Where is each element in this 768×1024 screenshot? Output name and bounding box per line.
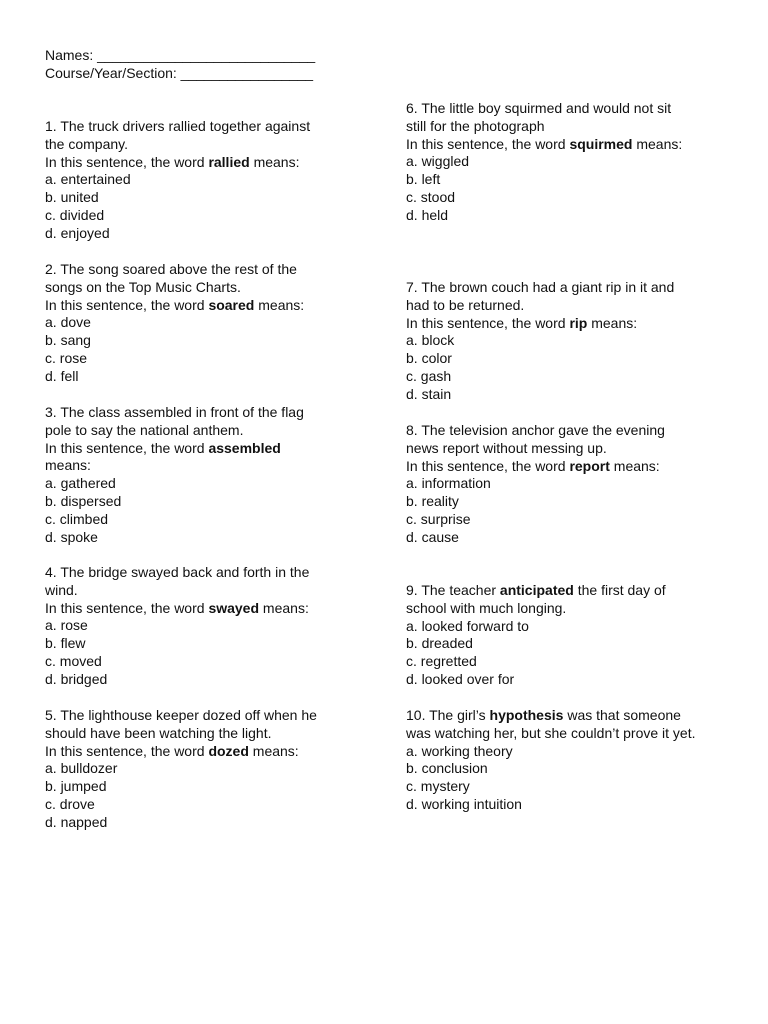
option: b. color (406, 350, 452, 367)
option: d. bridged (45, 670, 108, 687)
question-prompt: In this sentence, the word dozed means: (45, 742, 299, 759)
option: d. looked over for (406, 670, 515, 687)
option: a. rose (45, 617, 88, 634)
keyword: swayed (208, 599, 260, 616)
option: c. surprise (406, 510, 471, 527)
option: a. entertained (45, 171, 131, 188)
question-stem: 10. The girl’s hypothesis was that someone (406, 707, 681, 723)
option: a. working theory (406, 742, 513, 759)
keyword: soared (208, 296, 255, 313)
option: d. cause (406, 528, 459, 545)
question-prompt: In this sentence, the word report means: (406, 457, 660, 474)
question-prompt: In this sentence, the word soared means: (45, 296, 305, 313)
question-stem: songs on the Top Music Charts. (45, 278, 241, 295)
option: c. rose (45, 349, 88, 366)
question-5 (45, 707, 375, 832)
question-stem: wind. (45, 581, 78, 598)
option: b. sang (45, 332, 91, 349)
option: d. napped (45, 813, 108, 830)
question-stem: still for the photograph (406, 117, 545, 134)
question-prompt: In this sentence, the word swayed means: (45, 599, 309, 616)
question-4 (45, 564, 375, 689)
question-prompt: In this sentence, the word squirmed means: (406, 135, 683, 152)
question-stem: 9. The teacher anticipated the first day of (406, 582, 666, 598)
option: b. reality (406, 493, 459, 510)
option: b. jumped (45, 778, 107, 795)
question-7 (406, 279, 726, 404)
question-1 (45, 118, 375, 243)
keyword: rallied (208, 153, 250, 170)
question-3 (45, 404, 375, 546)
question-stem: 8. The television anchor gave the evening (406, 422, 665, 438)
question-stem: 6. The little boy squirmed and would not sit (406, 100, 672, 116)
question-10 (406, 707, 726, 814)
question-stem: 5. The lighthouse keeper dozed off when he (45, 707, 317, 723)
question-stem: 1. The truck drivers rallied together against (45, 118, 311, 134)
option: c. gash (406, 367, 452, 384)
question-8 (406, 422, 726, 547)
question-prompt-continued: means: (45, 457, 91, 474)
question-prompt: In this sentence, the word rip means: (406, 314, 638, 331)
question-stem: school with much longing. (406, 599, 567, 616)
option: b. left (406, 171, 441, 188)
option: a. dove (45, 314, 91, 331)
keyword: dozed (208, 742, 249, 759)
question-stem: 2. The song soared above the rest of the (45, 261, 297, 277)
option: a. looked forward to (406, 617, 529, 634)
question-stem: 3. The class assembled in front of the flag (45, 404, 304, 420)
question-stem: the company. (45, 135, 129, 152)
option: c. climbed (45, 510, 109, 527)
question-stem: pole to say the national anthem. (45, 421, 244, 438)
question-stem: was watching her, but she couldn’t prove it yet. (406, 724, 696, 741)
option: b. united (45, 189, 99, 206)
question-stem: had to be returned. (406, 296, 525, 313)
course-line: Course/Year/Section: _________________ (45, 64, 314, 81)
option: c. divided (45, 206, 105, 223)
question-stem: 4. The bridge swayed back and forth in the (45, 564, 310, 580)
option: b. dispersed (45, 492, 122, 509)
option: c. regretted (406, 653, 477, 670)
question-6 (406, 100, 726, 225)
keyword: squirmed (569, 135, 633, 152)
question-prompt: In this sentence, the word rallied means: (45, 153, 300, 170)
keyword: anticipated (499, 582, 574, 598)
option: a. block (406, 332, 455, 349)
option: d. fell (45, 367, 79, 384)
keyword: hypothesis (489, 707, 564, 723)
option: d. held (406, 206, 449, 223)
keyword: report (569, 457, 610, 474)
option: c. moved (45, 652, 102, 669)
option: b. dreaded (406, 635, 473, 652)
option: b. conclusion (406, 760, 488, 777)
question-stem: should have been watching the light. (45, 724, 272, 741)
option: a. information (406, 475, 491, 492)
option: c. drove (45, 795, 95, 812)
option: a. bulldozer (45, 760, 118, 777)
keyword: assembled (208, 439, 281, 456)
question-stem: 7. The brown couch had a giant rip in it and (406, 279, 675, 295)
option: c. mystery (406, 778, 470, 795)
option: d. spoke (45, 528, 98, 545)
worksheet-header (45, 47, 315, 83)
option: b. flew (45, 635, 86, 652)
question-9 (406, 582, 726, 689)
keyword: rip (569, 314, 588, 331)
question-stem: news report without messing up. (406, 439, 607, 456)
option: c. stood (406, 188, 456, 205)
names-line: Names: ____________________________ (45, 47, 316, 63)
option: a. gathered (45, 475, 116, 492)
option: d. stain (406, 385, 452, 402)
question-prompt: In this sentence, the word assembled (45, 439, 281, 456)
option: d. working intuition (406, 795, 522, 812)
question-2 (45, 261, 375, 386)
option: d. enjoyed (45, 224, 110, 241)
option: a. wiggled (406, 153, 470, 170)
